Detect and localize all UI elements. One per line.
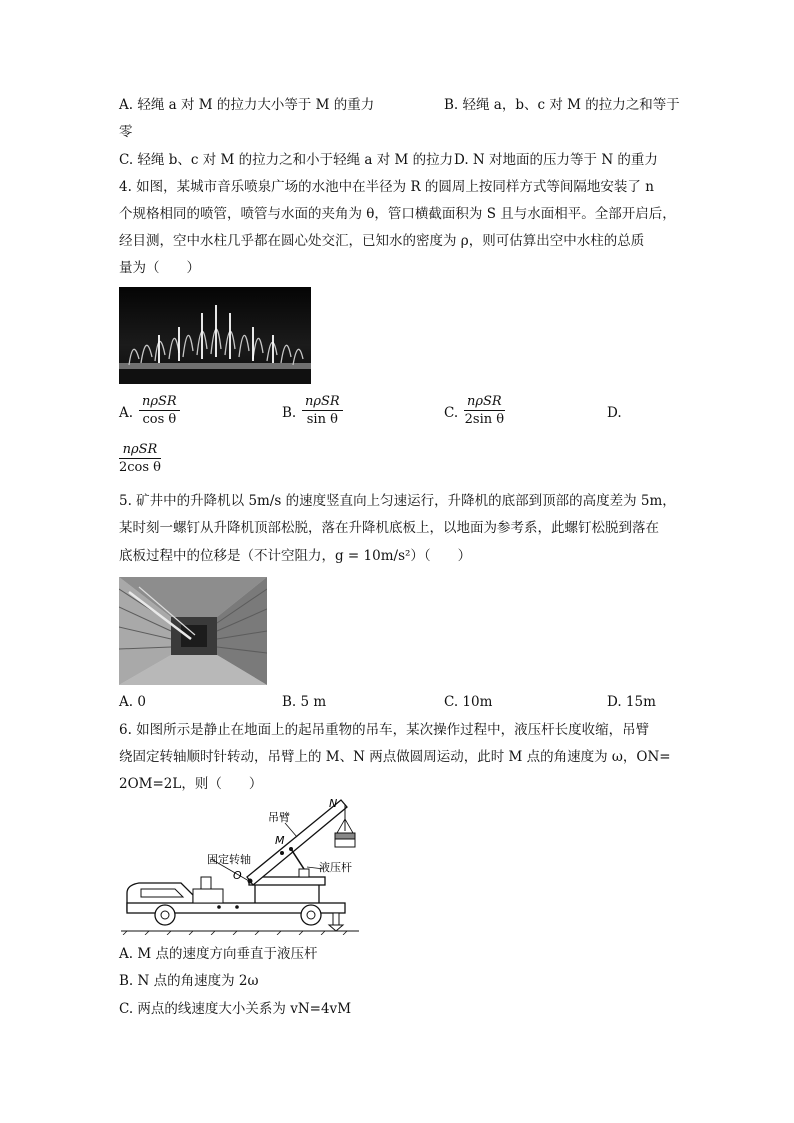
q4-option-b-denominator: sin θ	[306, 412, 338, 427]
q4-option-b-label: B.	[282, 405, 297, 421]
q4-stem-line-4: 量为（ ）	[119, 260, 200, 276]
label-hydraulic: 液压杆	[319, 861, 352, 874]
q6-stem-line-3: 2OM=2L，则（ ）	[119, 776, 263, 792]
q4-option-d-denominator: 2cos θ	[119, 460, 162, 475]
crane-diagram	[119, 797, 371, 935]
q6-stem-line-2: 绕固定转轴顺时针转动，吊臂上的 M、N 两点做圆周运动，此时 M 点的角速度为 ω，ON=	[119, 749, 671, 765]
q4-option-c-fraction	[464, 394, 505, 427]
q4-option-c-label: C.	[444, 405, 459, 421]
q4-option-d-fraction	[119, 442, 161, 475]
q4-option-a-label: A.	[119, 405, 134, 421]
q5-stem-line-2: 某时刻一螺钉从升降机顶部松脱，落在升降机底板上，以地面为参考系，此螺钉松脱到落在	[119, 520, 659, 536]
label-o: O	[233, 869, 242, 882]
label-n: N	[329, 797, 338, 810]
q4-option-c-numerator: nρSR	[464, 394, 505, 411]
q5-stem-line-3: 底板过程中的位移是（不计空阻力，g = 10m/s²）（ ）	[119, 548, 472, 564]
q4-stem-line-2: 个规格相同的喷管，喷管与水面的夹角为 θ，管口横截面积为 S 且与水面相平。全部开启后，	[119, 206, 676, 222]
q4-option-a-denominator: cos θ	[142, 412, 177, 427]
label-arm: 吊臂	[268, 811, 290, 824]
q4-stem-line-1: 4. 如图，某城市音乐喷泉广场的水池中在半径为 R 的圆周上按同样方式等间隔地安装了 n	[119, 179, 654, 195]
q4-option-b-fraction	[302, 394, 343, 427]
q5-option-c: C. 10m	[444, 694, 493, 710]
q6-option-b: B. N 点的角速度为 2ω	[119, 973, 259, 989]
q3-option-a: A. 轻绳 a 对 M 的拉力大小等于 M 的重力	[119, 97, 375, 113]
label-axis: 固定转轴	[207, 853, 251, 866]
q3-option-d: D. N 对地面的压力等于 N 的重力	[454, 152, 658, 168]
q6-stem-line-1: 6. 如图所示是静止在地面上的起吊重物的吊车，某次操作过程中，液压杆长度收缩，吊臂	[119, 722, 650, 738]
fountain-photo	[119, 287, 311, 384]
q4-option-a-numerator: nρSR	[139, 394, 180, 411]
q4-stem-line-3: 经目测，空中水柱几乎都在圆心处交汇，已知水的密度为 ρ，则可估算出空中水柱的总质	[119, 233, 645, 249]
q5-option-a: A. 0	[119, 694, 146, 710]
q6-option-c: C. 两点的线速度大小关系为 vN=4vM	[119, 1001, 352, 1017]
q5-option-b: B. 5 m	[282, 694, 327, 710]
q4-option-d-label: D.	[607, 405, 622, 421]
q4-option-b-numerator: nρSR	[302, 394, 343, 411]
q4-option-c-denominator: 2sin θ	[464, 412, 505, 427]
q4-option-a-fraction	[139, 394, 180, 427]
q5-stem-line-1: 5. 矿井中的升降机以 5m/s 的速度竖直向上匀速运行，升降机的底部到顶部的高度差为 5m，	[119, 493, 676, 509]
label-m: M	[275, 834, 285, 847]
q3-option-c: C. 轻绳 b、c 对 M 的拉力之和小于轻绳 a 对 M 的拉力	[119, 152, 454, 168]
q3-option-b: B. 轻绳 a，b、c 对 M 的拉力之和等于	[444, 97, 680, 113]
q5-option-d: D. 15m	[607, 694, 656, 710]
q6-option-a: A. M 点的速度方向垂直于液压杆	[119, 946, 318, 962]
q3-option-b-continued: 零	[119, 124, 133, 140]
q4-option-d-numerator: nρSR	[119, 442, 161, 459]
mine-shaft-photo	[119, 577, 267, 685]
